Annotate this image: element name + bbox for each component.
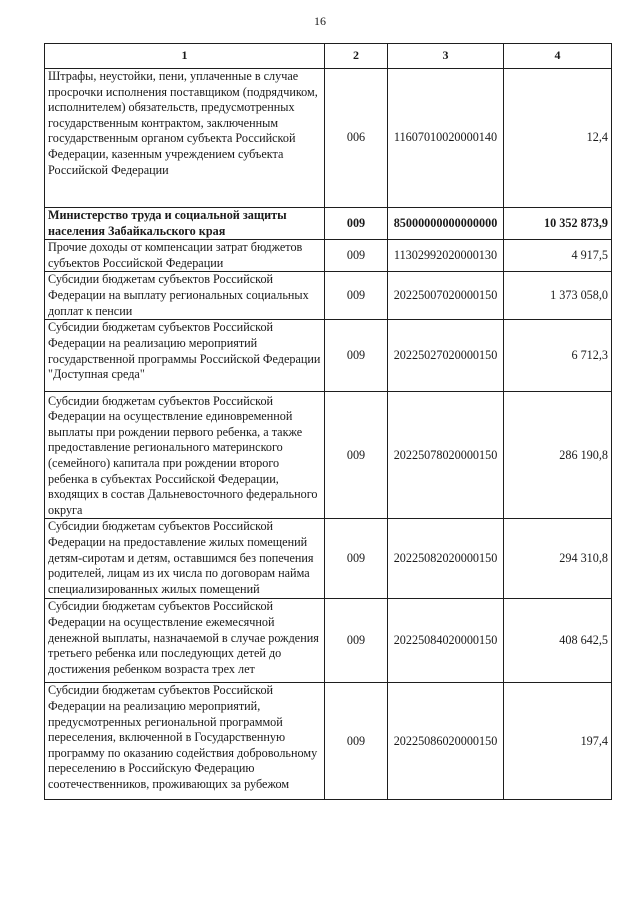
admin-code-cell: 009 [325, 272, 388, 320]
table-row [45, 599, 612, 683]
revenue-name-cell: Субсидии бюджетам субъектов Российской Федерации на предоставление жилых помещений детям-сиротам и детям, оставшимся без попечения родителей, лицам из их числа по договорам найма специализированных жилых помещений [45, 519, 325, 599]
budget-revenue-table [44, 43, 612, 800]
revenue-name-cell: Штрафы, неустойки, пени, уплаченные в случае просрочки исполнения поставщиком (подрядчиком, исполнителем) обязательств, предусмотренных государственным контрактом, заключенным государственным органом субъекта Российской Федерации, казенным учреждением субъекта Российской Федерации [45, 69, 325, 208]
table-row [45, 69, 612, 208]
revenue-name-cell: Субсидии бюджетам субъектов Российской Федерации на выплату региональных социальных доплат к пенсии [45, 272, 325, 320]
revenue-name-cell: Субсидии бюджетам субъектов Российской Федерации на реализацию мероприятий, предусмотренных региональной программой переселения, включенной в Государственную программу по оказанию содействия добровольному переселению в Российскую Федерацию соотечественников, проживающих за рубежом [45, 683, 325, 800]
amount-cell: 6 712,3 [504, 320, 612, 392]
revenue-name-cell: Субсидии бюджетам субъектов Российской Федерации на осуществление единовременной выплаты при рождении первого ребенка, а также предоставление регионального материнского (семейного) капитала при рождении второго ребенка в субъектах Российской Федерации, входящих в состав Дальневосточного федерального округа [45, 392, 325, 519]
admin-code-cell: 009 [325, 320, 388, 392]
column-header-revenue-code: 3 [388, 44, 504, 69]
admin-code-cell: 009 [325, 240, 388, 272]
amount-cell: 10 352 873,9 [504, 208, 612, 240]
amount-cell: 408 642,5 [504, 599, 612, 683]
revenue-name-cell: Прочие доходы от компенсации затрат бюджетов субъектов Российской Федерации [45, 240, 325, 272]
table-row [45, 240, 612, 272]
table-row [45, 519, 612, 599]
amount-cell: 286 190,8 [504, 392, 612, 519]
revenue-name-cell: Субсидии бюджетам субъектов Российской Федерации на осуществление ежемесячной денежной выплаты, назначаемой в случае рождения третьего ребенка или последующих детей до достижения ребенком возраста трех лет [45, 599, 325, 683]
table-row [45, 392, 612, 519]
revenue-code-cell: 20225027020000150 [388, 320, 504, 392]
amount-cell: 1 373 058,0 [504, 272, 612, 320]
amount-cell: 12,4 [504, 69, 612, 208]
amount-cell: 4 917,5 [504, 240, 612, 272]
column-header-name: 1 [45, 44, 325, 69]
revenue-name-cell: Субсидии бюджетам субъектов Российской Федерации на реализацию мероприятий государственной программы Российской Федерации "Доступная среда" [45, 320, 325, 392]
table-row [45, 272, 612, 320]
revenue-code-cell: 20225082020000150 [388, 519, 504, 599]
admin-code-cell: 009 [325, 519, 388, 599]
header-row [45, 44, 612, 69]
table-row [45, 683, 612, 800]
revenue-code-cell: 11302992020000130 [388, 240, 504, 272]
amount-cell: 197,4 [504, 683, 612, 800]
column-header-admin-code: 2 [325, 44, 388, 69]
page-number: 16 [314, 14, 326, 28]
revenue-code-cell: 20225078020000150 [388, 392, 504, 519]
revenue-code-cell: 20225084020000150 [388, 599, 504, 683]
admin-code-cell: 009 [325, 683, 388, 800]
column-header-amount: 4 [504, 44, 612, 69]
admin-code-cell: 009 [325, 208, 388, 240]
admin-code-cell: 009 [325, 599, 388, 683]
revenue-code-cell: 85000000000000000 [388, 208, 504, 240]
admin-code-cell: 006 [325, 69, 388, 208]
revenue-code-cell: 11607010020000140 [388, 69, 504, 208]
revenue-code-cell: 20225007020000150 [388, 272, 504, 320]
table-row [45, 208, 612, 240]
amount-cell: 294 310,8 [504, 519, 612, 599]
admin-code-cell: 009 [325, 392, 388, 519]
table-row [45, 320, 612, 392]
revenue-name-cell: Министерство труда и социальной защиты населения Забайкальского края [45, 208, 325, 240]
revenue-code-cell: 20225086020000150 [388, 683, 504, 800]
